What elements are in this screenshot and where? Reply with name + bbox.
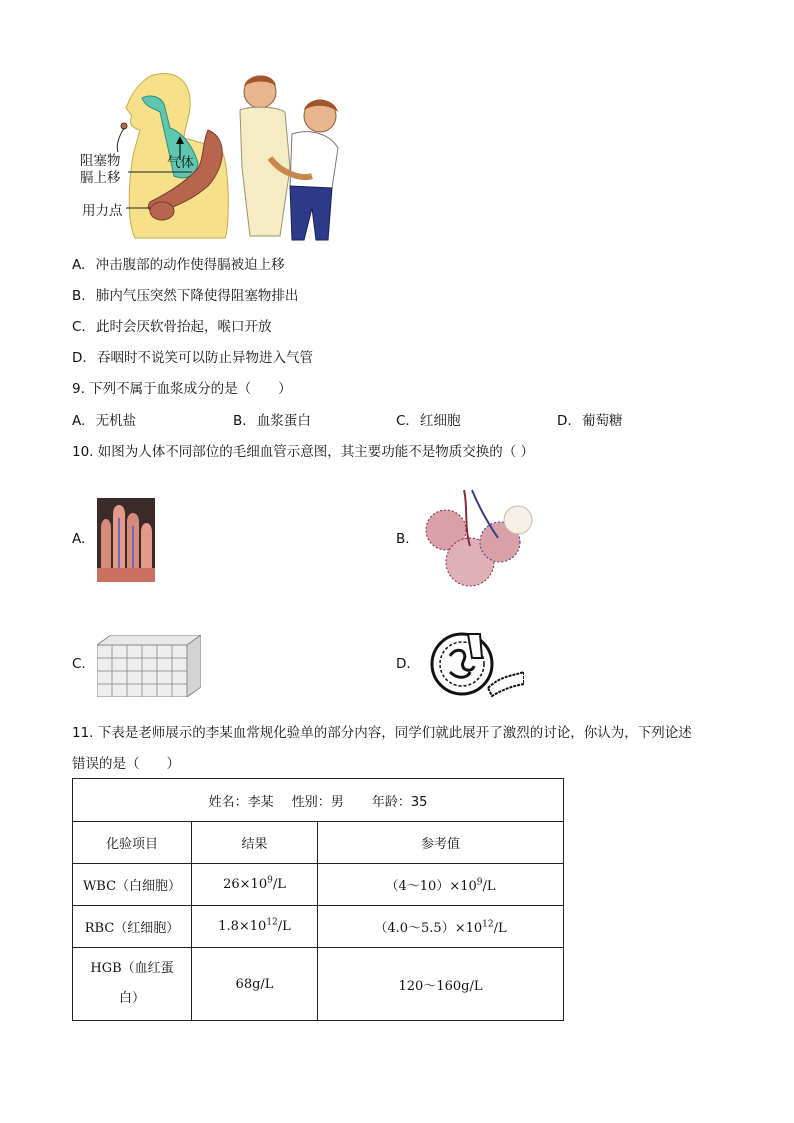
q8-option-a[interactable] (72, 256, 285, 274)
ref-unit: /L (493, 921, 507, 936)
option-letter: D. (557, 413, 572, 429)
ref-base: （4.0～5.5）×10 (374, 921, 483, 936)
villi-illustration (97, 498, 155, 582)
q9-option-a[interactable] (72, 412, 136, 430)
ref-base: （4～10）×10 (385, 879, 477, 894)
patient-age: 年龄：35 (371, 794, 428, 810)
column-header-row (73, 822, 564, 864)
test-item: WBC（白细胞） (73, 864, 192, 906)
label-force-point: 用力点 (82, 203, 123, 219)
option-text: 葡萄糖 (581, 413, 623, 429)
option-letter: A. (72, 413, 86, 429)
ref-unit: /L (482, 879, 496, 894)
reference-value (318, 906, 564, 948)
option-text: 红细胞 (420, 413, 461, 429)
reference-value (318, 948, 564, 1021)
label-diaphragm: 膈上移 (80, 170, 121, 186)
alveoli-illustration (420, 486, 536, 602)
result-unit: /L (277, 919, 291, 934)
q8-option-b[interactable] (72, 287, 298, 305)
result-base: 1.8×10 (218, 919, 267, 934)
test-item (73, 948, 192, 1021)
table-row (73, 906, 564, 948)
ref-exponent: 9 (476, 877, 483, 888)
reference-value (318, 864, 564, 906)
test-result (192, 864, 318, 906)
option-text: 此时会厌软骨抬起，喉口开放 (96, 319, 272, 335)
label-obstruction: 阻塞物 (80, 153, 121, 169)
label-gas: 气体 (167, 155, 194, 171)
option-letter: B. (72, 288, 86, 304)
test-result (192, 906, 318, 948)
option-letter: B. (233, 413, 247, 429)
patient-sex: 性别：男 (291, 794, 344, 810)
q11-stem-line1: 11. 下表是老师展示的李某血常规化验单的部分内容，同学们就此展开了激烈的讨论，你认为，下列论述 (72, 725, 692, 741)
option-letter: D. (72, 350, 87, 366)
column-header: 结果 (192, 822, 318, 864)
result-exponent: 12 (266, 917, 278, 928)
epithelium-illustration (97, 635, 201, 697)
test-result (192, 948, 318, 1021)
option-text: 无机盐 (95, 413, 137, 429)
q9-option-c[interactable] (396, 412, 461, 430)
result-exponent: 9 (267, 875, 273, 886)
ref-exponent: 12 (482, 919, 494, 930)
q10-option-d-label[interactable]: D. (396, 656, 411, 672)
q10-stem: 10. 如图为人体不同部位的毛细血管示意图，其主要功能不是物质交换的（ ） (72, 444, 535, 460)
q9-stem: 9. 下列不属于血浆成分的是（ ） (72, 381, 292, 397)
blood-test-table (72, 778, 564, 1021)
q10-option-a-label[interactable]: A. (72, 531, 86, 547)
q8-option-d[interactable] (72, 349, 313, 367)
column-header: 参考值 (318, 822, 564, 864)
glomerulus-illustration (428, 628, 524, 698)
q9-option-b[interactable] (233, 412, 311, 430)
result-unit: /L (272, 877, 286, 892)
q10-option-c-label[interactable]: C. (72, 656, 86, 672)
table-header-row (73, 779, 564, 822)
option-letter: C. (72, 319, 86, 335)
q9-option-d[interactable] (557, 412, 622, 430)
table-row (73, 864, 564, 906)
result-base: 26×10 (223, 877, 268, 892)
test-item: RBC（红细胞） (73, 906, 192, 948)
q10-option-b-label[interactable]: B. (396, 531, 410, 547)
option-letter: A. (72, 257, 86, 273)
option-text: 冲击腹部的动作使得膈被迫上移 (95, 257, 285, 273)
option-text: 吞咽时不说笑可以防止异物进入气管 (96, 350, 313, 366)
column-header: 化验项目 (73, 822, 192, 864)
q8-option-c[interactable] (72, 318, 272, 336)
patient-name: 姓名：李某 (208, 794, 274, 810)
option-letter: C. (396, 413, 410, 429)
option-text: 血浆蛋白 (256, 413, 311, 429)
option-text: 肺内气压突然下降使得阻塞物排出 (95, 288, 299, 304)
table-row (73, 948, 564, 1021)
patient-info-cell (73, 779, 564, 822)
result-base: 68g/L (235, 976, 274, 992)
test-item-text: HGB（血红蛋白） (90, 961, 174, 1006)
ref-base: 120～160g/L (398, 978, 483, 994)
q11-stem-line2: 错误的是（ ） (72, 756, 180, 772)
